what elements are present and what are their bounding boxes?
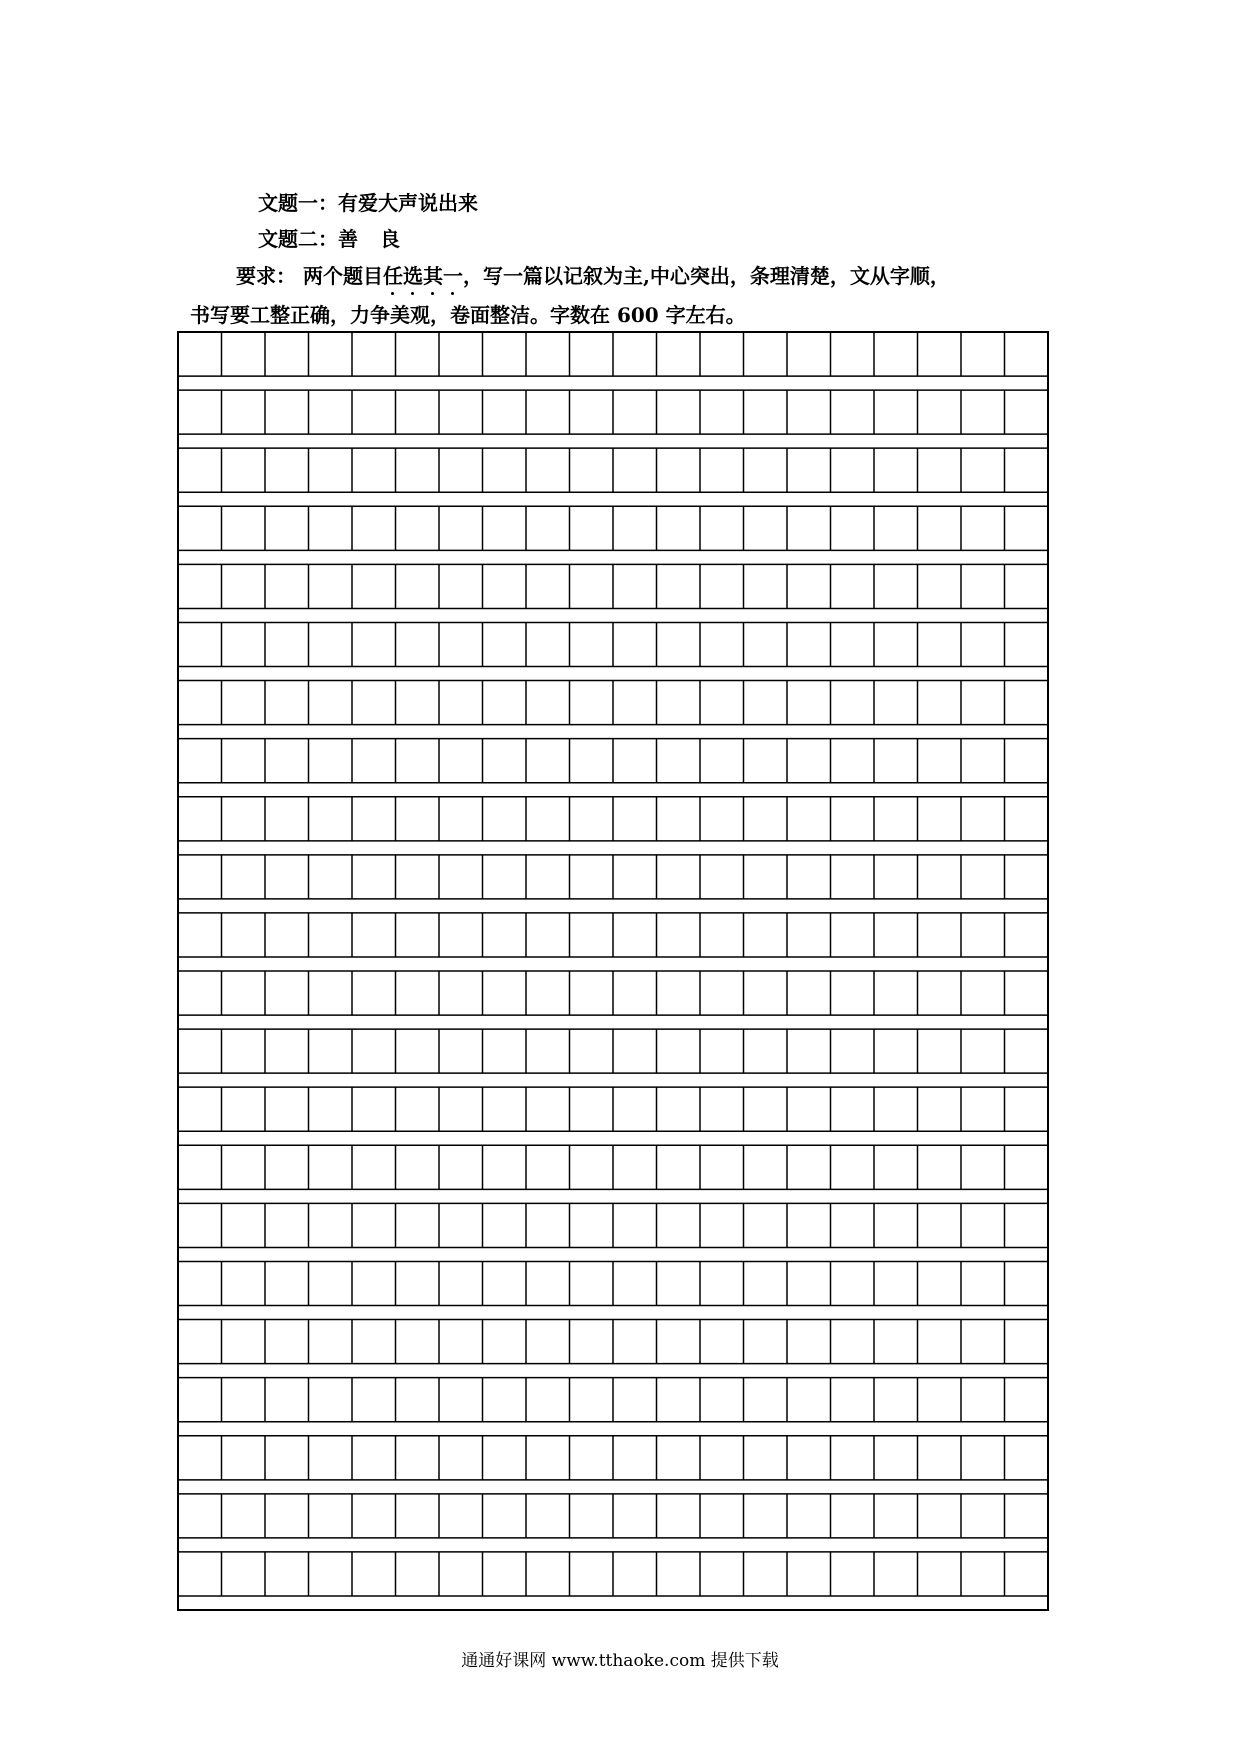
topic-two-prefix: 文题二： — [258, 227, 338, 251]
emphasis-char: 任 — [382, 264, 403, 288]
writing-grid-svg — [177, 331, 1049, 1611]
writing-grid — [177, 331, 1049, 1611]
requirements-text-a: 两个题目 — [296, 264, 383, 288]
requirements-label: 要求： — [236, 264, 296, 288]
topic-one: 文题一：有爱大声说出来 — [258, 191, 478, 215]
requirements-text-b: ，写一篇以记叙为主,中心突出，条理清楚，文从字顺， — [462, 264, 950, 288]
emphasis-char: 一 — [442, 264, 463, 288]
topic-two-char1: 善 — [338, 227, 358, 251]
emphasis-char: 选 — [402, 264, 423, 288]
topic-two — [258, 229, 400, 249]
requirements-line-1 — [236, 266, 950, 286]
footer-text: 通通好课网 www.tthaoke.com 提供下载 — [461, 1651, 779, 1671]
topic-two-char2: 良 — [380, 227, 400, 251]
requirements-line-2: 书写要工整正确，力争美观，卷面整洁。字数在 600 字左右。 — [190, 303, 746, 327]
emphasis-char: 其 — [422, 264, 443, 288]
